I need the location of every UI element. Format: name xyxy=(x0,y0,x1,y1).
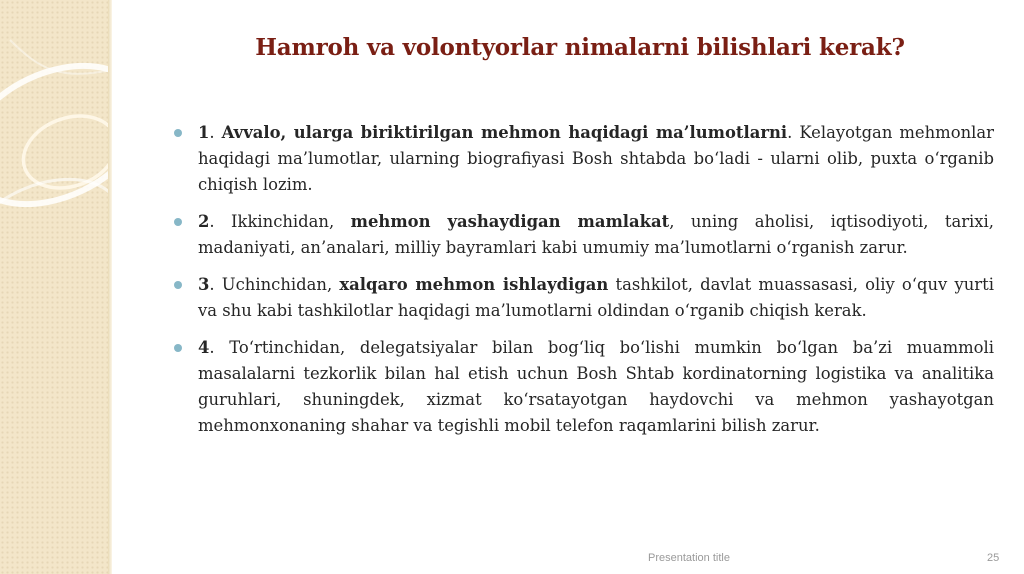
decorative-swirl-graphic xyxy=(0,0,112,574)
list-item xyxy=(172,120,994,198)
page-number: 25 xyxy=(987,552,1000,564)
list-item xyxy=(172,335,994,439)
slide-title: Hamroh va volontyorlar nimalarni bilishlari kerak? xyxy=(255,34,905,61)
list-item xyxy=(172,272,994,324)
bullet-dot-icon xyxy=(174,281,182,289)
point-number: 3 xyxy=(198,275,210,294)
bullet-dot-icon xyxy=(174,344,182,352)
point-highlight: Avvalo, ularga biriktirilgan mehmon haqidagi ma’lumotlarni xyxy=(221,123,788,142)
point-highlight: xalqaro mehmon ishlaydigan xyxy=(339,275,609,294)
point-prefix: . Ikkinchidan, xyxy=(209,212,351,231)
decorative-side-panel xyxy=(0,0,112,574)
point-text: . To‘rtinchidan, delegatsiyalar bilan bog‘liq bo‘lishi mumkin bo‘lgan ba’zi muammoli masalalarni tezkorlik bilan hal etish uchun Bosh Shtab kordinatorning logistika va analitika guruhlari, shuningdek, xizmat ko‘rsatayotgan haydovchi va mehmon yashayotgan mehmonxonaning shahar va tegishli mobil telefon raqamlarini bilish zarur. xyxy=(198,338,994,435)
point-text: . Kelayotgan mehmonlar haqidagi ma’lumotlar, ularning biografiyasi Bosh shtabda bo‘ladi - ularni olib, puxta o‘rganib chiqish lozim. xyxy=(198,123,995,194)
point-number: 2 xyxy=(198,212,210,231)
point-prefix: . Uchinchidan, xyxy=(209,275,340,294)
point-prefix: . xyxy=(209,123,222,142)
point-text: tashkilot, davlat muassasasi, oliy o‘quv yurti va shu kabi tashkilotlar haqidagi ma’lumotlarni oldindan o‘rganib chiqish kerak. xyxy=(198,275,994,320)
point-number: 1 xyxy=(198,123,210,142)
bullet-dot-icon xyxy=(174,129,182,137)
bullet-list xyxy=(172,120,994,450)
point-highlight: mehmon yashaydigan mamlakat xyxy=(350,212,670,231)
bullet-dot-icon xyxy=(174,218,182,226)
point-text: , uning aholisi, iqtisodiyoti, tarixi, madaniyati, an’analari, milliy bayramlari kabi umumiy ma’lumotlarni o‘rganish zarur. xyxy=(198,212,994,257)
footer-presentation-title: Presentation title xyxy=(648,552,730,564)
point-number: 4 xyxy=(198,338,210,357)
list-item xyxy=(172,209,994,261)
